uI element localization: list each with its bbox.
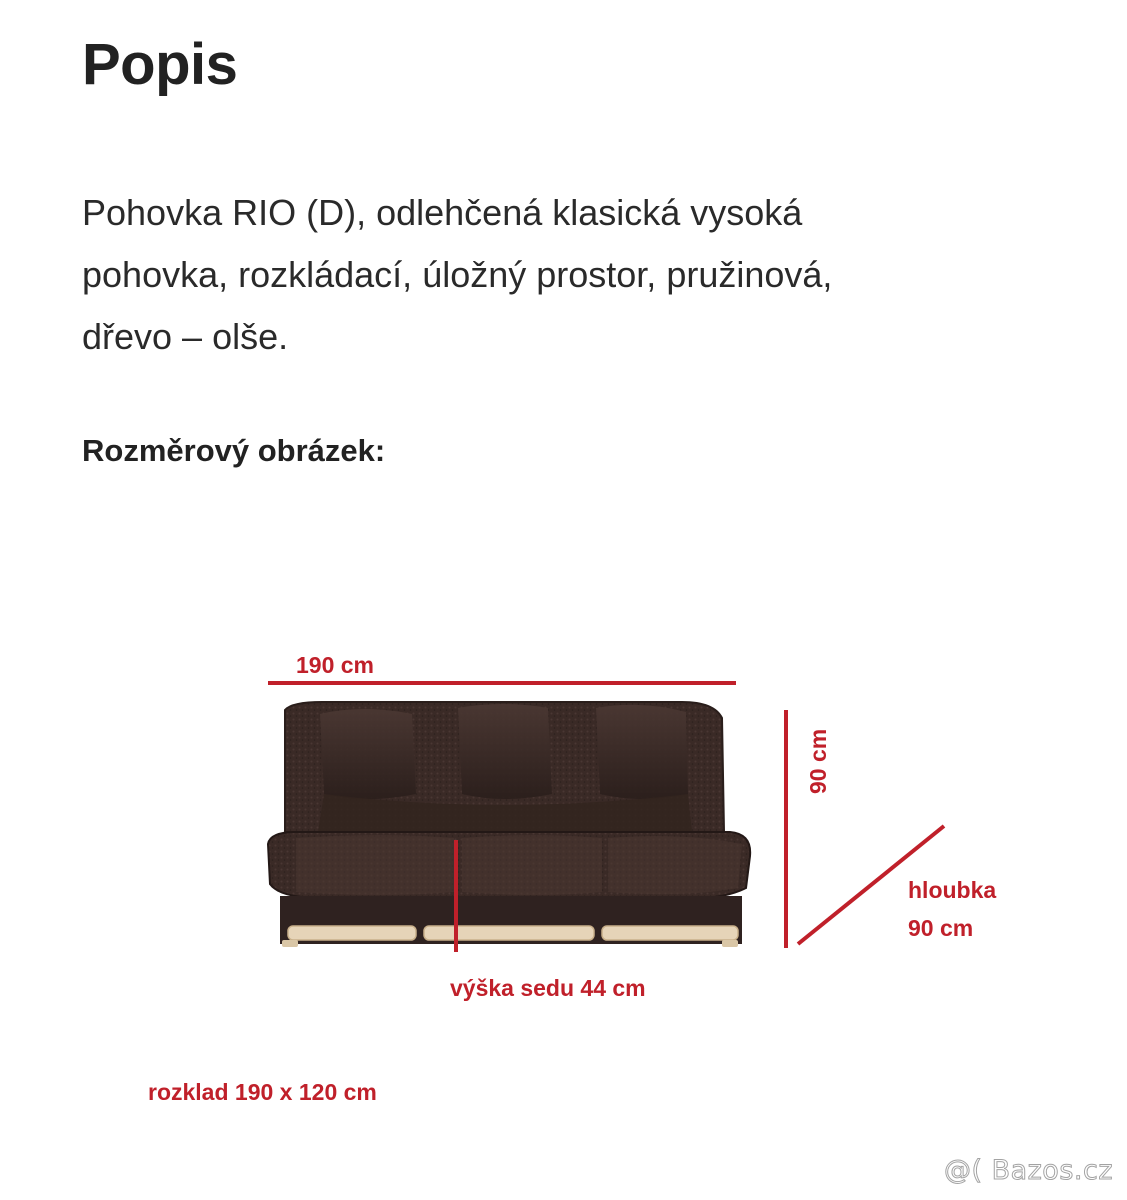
dimension-image <box>82 532 1047 1144</box>
width-label: 190 cm <box>296 652 375 678</box>
sofa-illustration <box>268 702 750 947</box>
description-line: dřevo – olše. <box>82 316 289 357</box>
bed-size-label: rozklad 190 x 120 cm <box>148 1079 377 1105</box>
section-title: Popis <box>82 32 238 97</box>
description-line: Pohovka RIO (D), odlehčená klasická vysoká <box>82 192 803 233</box>
product-description <box>82 182 1042 368</box>
seat-height-label: výška sedu 44 cm <box>450 975 646 1001</box>
depth-label-word: hloubka <box>908 877 997 903</box>
sofa-dimension-diagram <box>82 532 1047 1144</box>
description-line: pohovka, rozkládací, úložný prostor, pružinová, <box>82 254 833 295</box>
dimension-image-title: Rozměrový obrázek: <box>82 433 386 468</box>
height-label: 90 cm <box>805 728 831 794</box>
site-watermark: @( Bazos.cz <box>943 1155 1113 1186</box>
depth-label-value: 90 cm <box>908 915 974 941</box>
